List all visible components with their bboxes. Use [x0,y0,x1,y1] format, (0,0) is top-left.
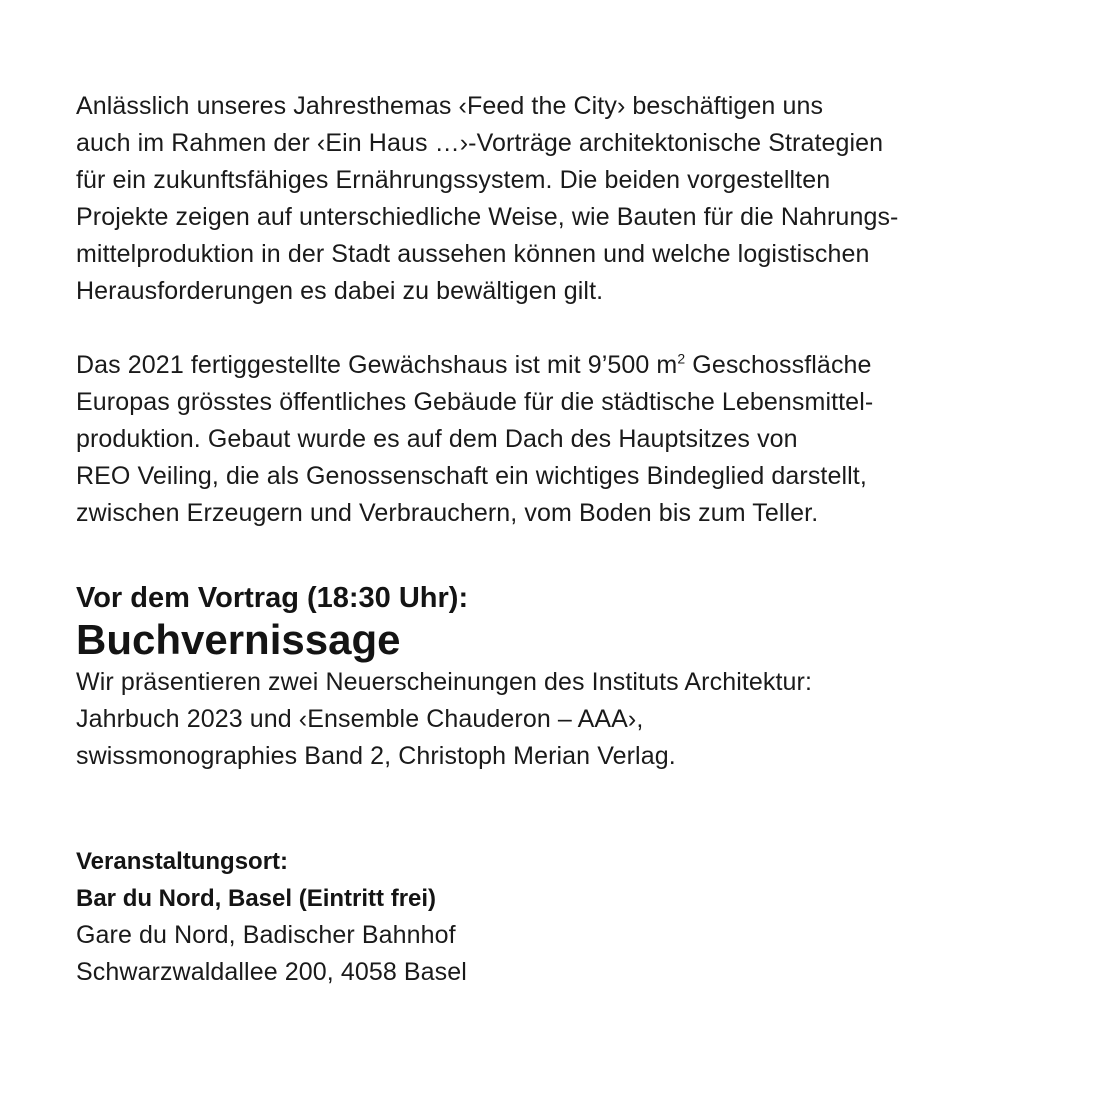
venue-name: Bar du Nord, Basel (Eintritt frei) [76,885,437,912]
text-line: für ein zukunftsfähiges Ernährungssystem. Die beiden vorgestellten [76,166,831,194]
text-line: Anlässlich unseres Jahresthemas ‹Feed the City› beschäftigen uns [76,92,824,120]
intro-paragraph-2 [76,347,1036,532]
text-line [76,347,1036,384]
text-fragment: Das 2021 fertiggestellte Gewächshaus ist mit 9’500 m [76,351,678,379]
event-heading: Buchvernissage [76,616,401,663]
text-line: produktion. Gebaut wurde es auf dem Dach des Hauptsitzes von [76,425,798,453]
text-line: REO Veiling, die als Genossenschaft ein wichtiges Bindeglied darstellt, [76,462,867,490]
intro-text [76,88,1036,532]
text-line: Jahrbuch 2023 und ‹Ensemble Chauderon – AAA›, [76,705,644,733]
text-line: Europas grösstes öffentliches Gebäude für die städtische Lebensmittel- [76,388,874,416]
venue-section [76,843,1036,991]
text-line: mittelproduktion in der Stadt aussehen können und welche logistischen [76,240,870,268]
text-line: Herausforderungen es dabei zu bewältigen gilt. [76,277,604,305]
text-line: swissmonographies Band 2, Christoph Merian Verlag. [76,742,676,770]
text-line: Projekte zeigen auf unterschiedliche Weise, wie Bauten für die Nahrungs- [76,203,899,231]
event-subheading: Vor dem Vortrag (18:30 Uhr): [76,582,469,614]
text-line: Wir präsentieren zwei Neuerscheinungen des Instituts Architektur: [76,668,813,696]
venue-label: Veranstaltungsort: [76,848,289,875]
venue-address-line: Gare du Nord, Badischer Bahnhof [76,921,456,949]
text-fragment: Geschossfläche [685,351,872,379]
event-description [76,664,1036,775]
intro-paragraph-1 [76,88,1036,310]
event-section [76,578,1036,775]
text-line: auch im Rahmen der ‹Ein Haus …›-Vorträge architektonische Strategien [76,129,884,157]
venue-address-line: Schwarzwaldallee 200, 4058 Basel [76,958,467,986]
superscript: 2 [677,350,686,367]
text-line: zwischen Erzeugern und Verbrauchern, vom Boden bis zum Teller. [76,499,819,527]
